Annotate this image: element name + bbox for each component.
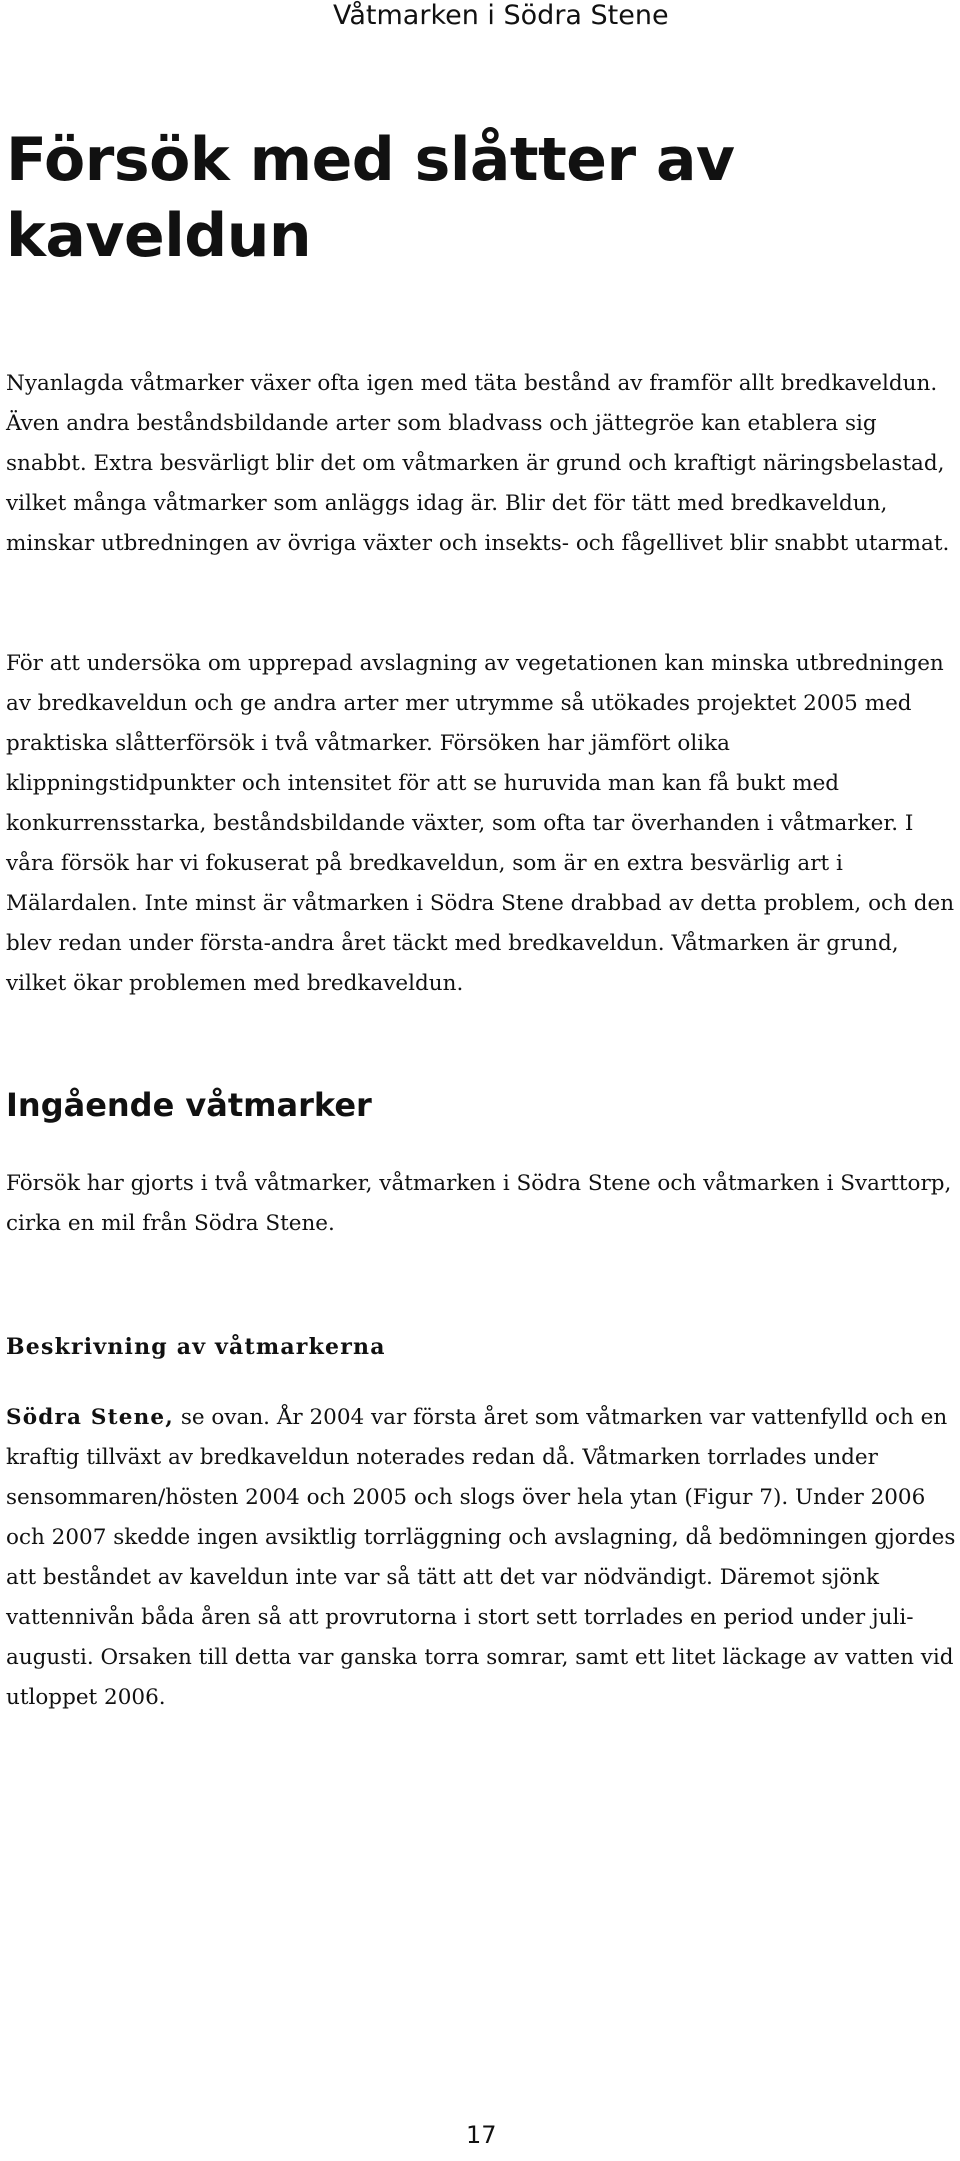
purpose-paragraph: För att undersöka om upprepad avslagning av vegetationen kan minska utbredningen av bredkaveldun och ge andra arter mer utrymme så utökades projektet 2005 med praktiska slåtterförsök i två våtmarker. Försöken har jämfört olika klippningstidpunkter och intensitet för att se huruvida man kan få bukt med konkurrensstarka, beståndsbildande växter, som ofta tar överhanden i våtmarker. I våra försök har vi fokuserat på bredkaveldun, som är en extra besvärlig art i Mälardalen. Inte minst är våtmarken i Södra Stene drabbad av detta problem, och den blev redan under första-andra året täckt med bredkaveldun. Våtmarken är grund, vilket ökar problemen med bredkaveldun. [6,651,955,996]
description-paragraph [6,1398,956,1718]
running-header: Våtmarken i Södra Stene [333,0,669,31]
section-heading-wetlands: Ingående våtmarker [6,1086,372,1124]
lead-in-label: Södra Stene, [6,1405,174,1430]
intro-paragraph: Nyanlagda våtmarker växer ofta igen med täta bestånd av framför allt bredkaveldun. Även andra beståndsbildande arter som bladvass och jättegröe kan etablera sig snabbt. Extra besvärligt blir det om våtmarken är grund och kraftigt näringsbelastad, vilket många våtmarker som anläggs idag är. Blir det för tätt med bredkaveldun, minskar utbredningen av övriga växter och insekts- och fågellivet blir snabbt utarmat. [6,371,950,556]
wetlands-paragraph: Försök har gjorts i två våtmarker, våtmarken i Södra Stene och våtmarken i Svarttorp, cirka en mil från Södra Stene. [6,1171,952,1236]
page-number: 17 [466,2121,497,2149]
subsection-heading-description: Beskrivning av våtmarkerna [6,1334,386,1360]
page-title: Försök med slåtter av kaveldun [6,125,735,271]
description-text: se ovan. År 2004 var första året som våtmarken var vattenfylld och en kraftig tillväxt av bredkaveldun noterades redan då. Våtmarken torrlades under sensommaren/hösten 2004 och 2005 och slogs över hela ytan (Figur 7). Under 2006 och 2007 skedde ingen avsiktlig torrläggning och avslagning, då bedömningen gjordes att beståndet av kaveldun inte var så tätt att det var nödvändigt. Däremot sjönk vattennivån båda åren så att provrutorna i stort sett torrlades en period under juli-augusti. Orsaken till detta var ganska torra somrar, samt ett litet läckage av vatten vid utloppet 2006. [6,1405,956,1710]
